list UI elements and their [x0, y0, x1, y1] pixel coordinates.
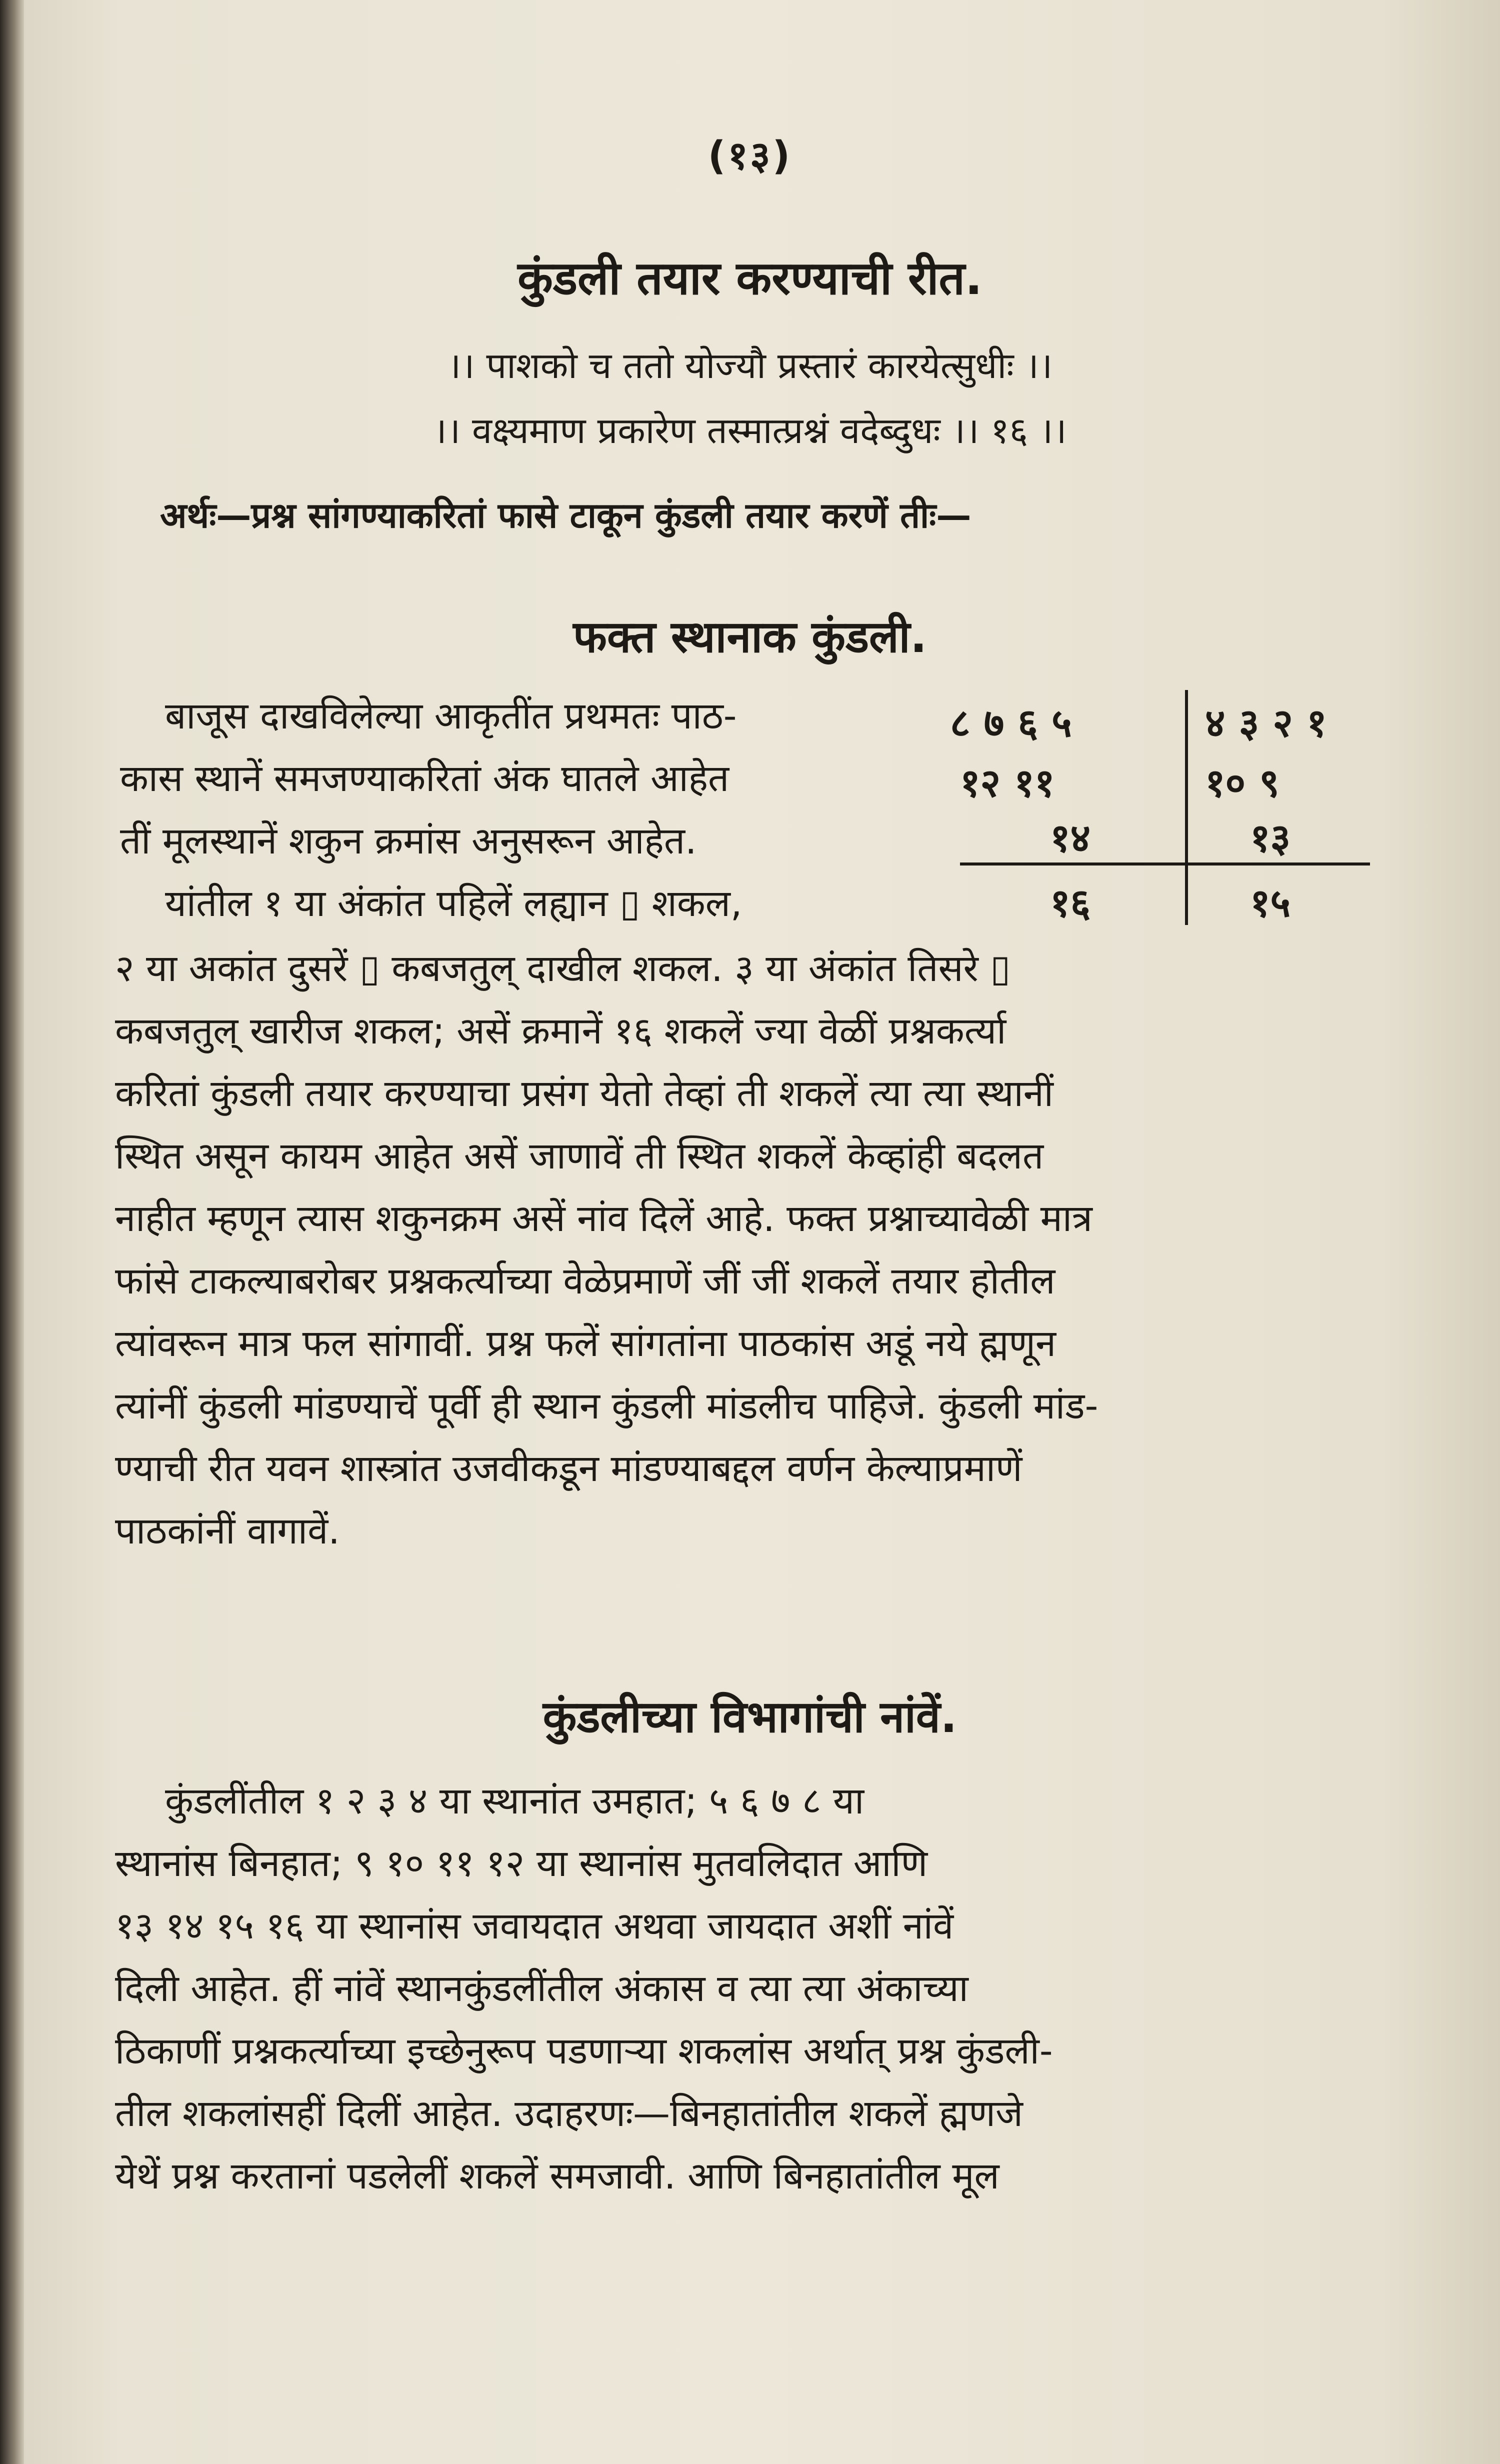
sthan-kundali-diagram: [940, 690, 1390, 930]
kundali-cell: १० ९: [1205, 761, 1280, 806]
divisions-paragraph: [115, 1770, 1435, 2208]
paragraph-line: करितां कुंडली तयार करण्याचा प्रसंग येतो तेव्हां ती शकलें त्या त्या स्थानीं: [115, 1072, 1054, 1115]
kundali-cell: १५: [1250, 881, 1291, 926]
paragraph-line: नाहीत म्हणून त्यास शकुनक्रम असें नांव दिलें आहे. फक्त प्रश्नाच्यावेळी मात्र: [115, 1197, 1092, 1240]
kundali-cell: १२ ११: [960, 761, 1055, 806]
kundali-cell: १४: [1050, 816, 1091, 861]
verse-meaning: अर्थः—प्रश्न सांगण्याकरितां फासे टाकून कुंडली तयार करणें तीः—: [160, 495, 972, 536]
paragraph-line: ण्याची रीत यवन शास्त्रांत उजवीकडून मांडण्याबद्दल वर्णन केल्याप्रमाणें: [115, 1447, 1022, 1490]
paragraph-line: पाठकांनीं वागावें.: [115, 1510, 340, 1552]
paragraph-line: त्यांवरून मात्र फल सांगावीं. प्रश्न फलें सांगतांना पाठकांस अडूं नये ह्मणून: [115, 1322, 1056, 1365]
kundali-cell: ८ ७ ६ ५: [950, 701, 1072, 746]
paragraph-line: १३ १४ १५ १६ या स्थानांस जवायदात अथवा जायदात अशीं नांवें: [115, 1904, 954, 1948]
section-heading-sthanak-kundali: फक्त स्थानाक कुंडली.: [573, 611, 927, 662]
verse-line-2: ।। वक्ष्यमाण प्रकारेण तस्मात्प्रश्नं वदेब्दुधः ।। १६ ।।: [433, 410, 1067, 452]
paragraph-line: त्यांनीं कुंडली मांडण्याचें पूर्वी ही स्थान कुंडली मांडलीच पाहिजे. कुंडली मांड-: [115, 1384, 1098, 1428]
section-heading-kundali-divisions: कुंडलीच्या विभागांची नांवें.: [542, 1691, 958, 1742]
paragraph-line: २ या अकांत दुसरें ▯ कबजतुल् दाखील शकल. ३ या अंकांत तिसरे ▯: [115, 947, 1011, 990]
paragraph-line: स्थानांस बिनहात; ९ १० ११ १२ या स्थानांस मुतवलिदात आणि: [115, 1842, 928, 1885]
paragraph-line: दिली आहेत. हीं नांवें स्थानकुंडलींतील अंकास व त्या त्या अंकाच्या: [115, 1967, 968, 2010]
intro-line: तीं मूलस्थानें शकुन क्रमांस अनुसरून आहेत.: [120, 820, 697, 862]
paragraph-line: तील शकलांसहीं दिलीं आहेत. उदाहरणः—बिनहातांतील शकलें ह्मणजे: [115, 2092, 1023, 2135]
kundali-cell: ४ ३ २ १: [1205, 701, 1327, 746]
paragraph-line: कुंडलींतील १ २ ३ ४ या स्थानांत उमहात; ५ ६ ७ ८ या: [165, 1780, 864, 1822]
paragraph-line: कबजतुल् खारीज शकल; असें क्रमानें १६ शकलें ज्या वेळीं प्रश्नकर्त्या: [115, 1010, 1006, 1052]
paragraph-line: ठिकाणीं प्रश्नकर्त्याच्या इच्छेनुरूप पडणाऱ्या शकलांस अर्थात् प्रश्न कुंडली-: [115, 2030, 1053, 2072]
page-number: (१३): [708, 134, 792, 178]
paragraph-line: स्थित असून कायम आहेत असें जाणावें ती स्थित शकलें केव्हांही बदलत: [115, 1134, 1044, 1178]
explanation-paragraph: [115, 938, 1435, 1562]
intro-line: कास स्थानें समजण्याकरितां अंक घातले आहेत: [120, 757, 730, 800]
intro-line: बाजूस दाखविलेल्या आकृतींत प्रथमतः पाठ-: [165, 694, 737, 738]
section-heading-kundali-method: कुंडली तयार करण्याची रीत.: [518, 252, 982, 305]
kundali-horizontal-divider: [960, 862, 1370, 866]
intro-paragraph: [120, 685, 920, 935]
intro-line: यांतील १ या अंकांत पहिलें लह्यान ▯ शकल,: [165, 882, 742, 925]
kundali-cell: १६: [1050, 881, 1091, 926]
paragraph-line: येथें प्रश्न करतानां पडलेलीं शकलें समजावी. आणि बिनहातांतील मूल: [115, 2154, 1000, 2198]
kundali-vertical-divider: [1185, 690, 1188, 925]
verse-line-1: ।। पाशको च ततो योज्यौ प्रस्तारं कारयेत्सुधीः ।।: [447, 344, 1053, 386]
paragraph-line: फांसे टाकल्याबरोबर प्रश्नकर्त्याच्या वेळेप्रमाणें जीं जीं शकलें तयार होतील: [115, 1260, 1056, 1302]
kundali-cell: १३: [1250, 816, 1291, 861]
